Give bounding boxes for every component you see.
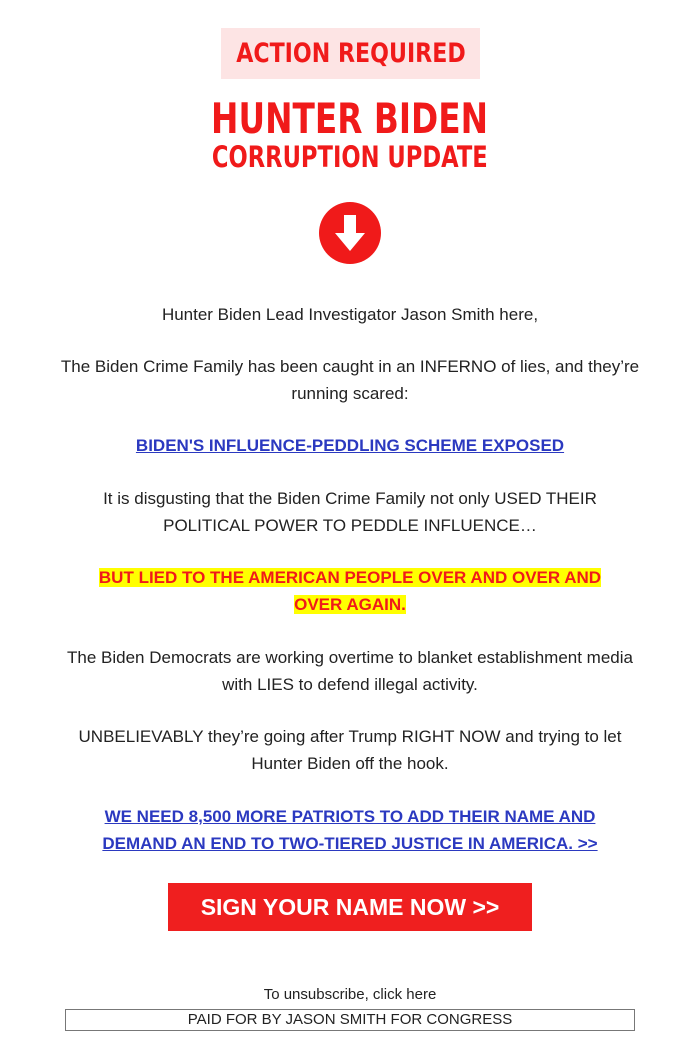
highlight-line-1: BUT LIED TO THE AMERICAN PEOPLE OVER AND OVER AND (98, 568, 602, 587)
paragraph-1: The Biden Crime Family has been caught in an INFERNO of lies, and they’re running scared: (60, 357, 640, 403)
action-required-banner (221, 28, 480, 79)
paragraph-3: The Biden Democrats are working overtime to blanket establishment media with LIES to defend illegal activity. (67, 648, 633, 694)
headline-line-2: CORRUPTION UPDATE (212, 140, 488, 174)
paragraph-4: UNBELIEVABLY they’re going after Trump RIGHT NOW and trying to let Hunter Biden off the hook. (78, 727, 622, 773)
sign-your-name-label: SIGN YOUR NAME NOW >> (200, 893, 500, 920)
paragraph-2: It is disgusting that the Biden Crime Family not only USED THEIR POLITICAL POWER TO PEDDLE INFLUENCE… (103, 489, 597, 535)
highlight-callout (60, 564, 640, 618)
headline-line-1: HUNTER BIDEN (211, 94, 489, 143)
headline-title (0, 93, 700, 145)
highlight-line-2: OVER AGAIN. (294, 595, 406, 614)
headline-subtitle (0, 139, 700, 175)
add-name-link[interactable]: WE NEED 8,500 MORE PATRIOTS TO ADD THEIR NAME AND DEMAND AN END TO TWO-TIERED JUSTICE IN AMERICA. >> (102, 807, 598, 853)
arrow-down-circle-icon (318, 201, 382, 265)
unsubscribe-link[interactable]: To unsubscribe, click here (263, 986, 437, 1003)
paid-for-disclaimer: PAID FOR BY JASON SMITH FOR CONGRESS (65, 1009, 635, 1031)
greeting-text: Hunter Biden Lead Investigator Jason Smith here, (161, 305, 539, 324)
sign-your-name-button[interactable] (168, 883, 532, 931)
influence-peddling-link[interactable]: BIDEN'S INFLUENCE-PEDDLING SCHEME EXPOSED (135, 436, 565, 455)
banner-text: ACTION REQUIRED (235, 38, 466, 69)
